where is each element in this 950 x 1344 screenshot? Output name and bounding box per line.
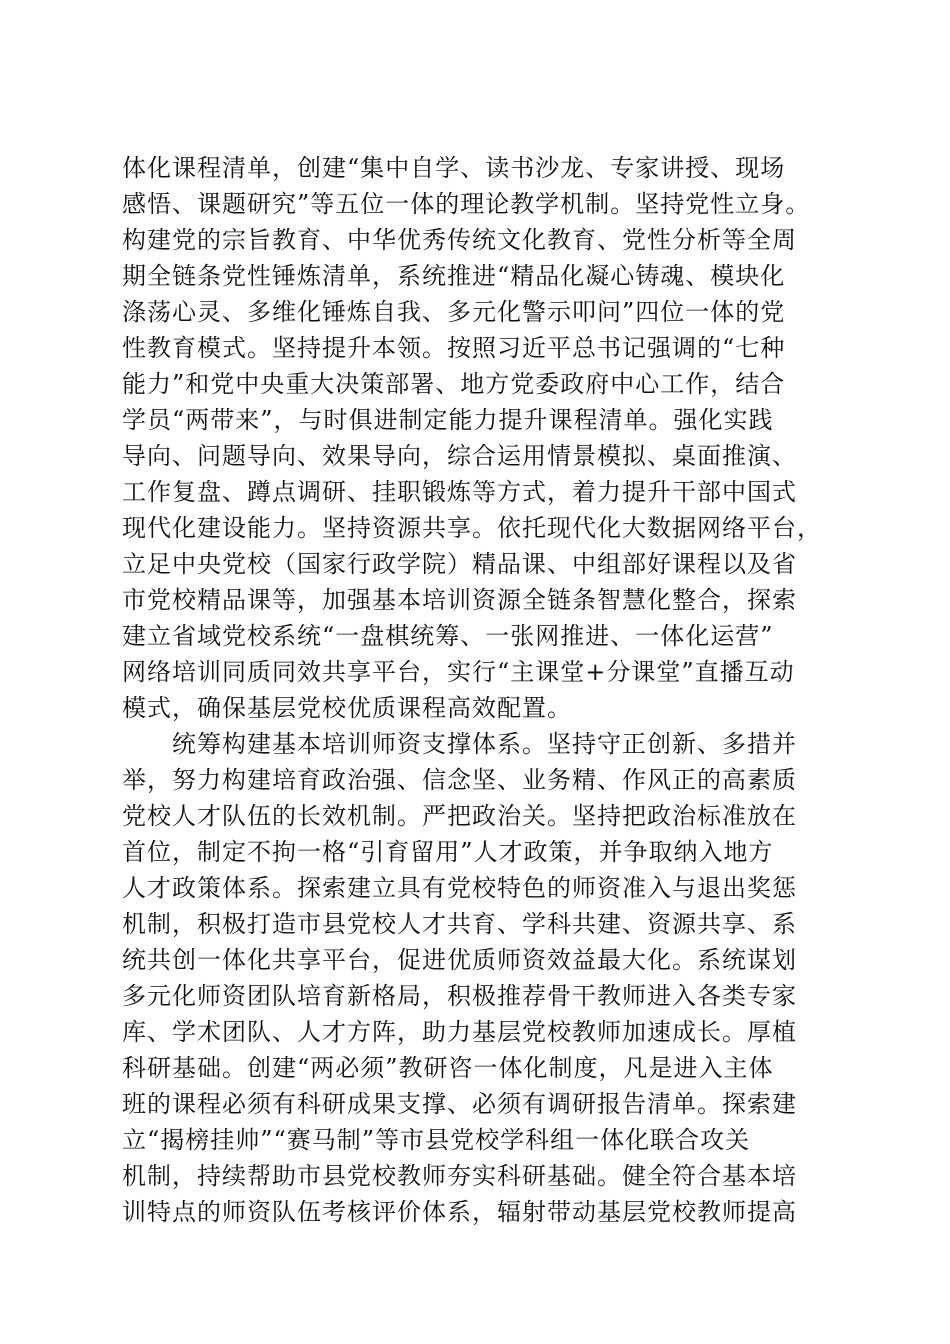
text-line: 统筹构建基本培训师资支撑体系。坚持守正创新、多措并	[172, 730, 797, 758]
text-line: 工作复盘、蹲点调研、挂职锻炼等方式，着力提升干部中国式	[122, 478, 797, 506]
text-line: 网络培训同质同效共享平台，实行“主课堂+分课堂”直播互动	[122, 658, 795, 686]
text-line: 多元化师资团队培育新格局，积极推荐骨干教师进入各类专家	[122, 982, 797, 1010]
text-line: 涤荡心灵、多维化锤炼自我、多元化警示叩问”四位一体的党	[122, 298, 786, 326]
text-line: 首位，制定不拘一格“引育留用”人才政策，并争取纳入地方	[122, 838, 774, 866]
document-body	[122, 150, 822, 1230]
text-line: 现代化建设能力。坚持资源共享。依托现代化大数据网络平台，	[122, 514, 822, 542]
paragraph-2	[122, 726, 822, 1230]
text-line: 模式，确保基层党校优质课程高效配置。	[122, 694, 572, 722]
text-line: 机制，积极打造市县党校人才共育、学科共建、资源共享、系	[122, 910, 797, 938]
text-line: 训特点的师资队伍考核评价体系，辐射带动基层党校教师提高	[122, 1198, 797, 1226]
text-line: 性教育模式。坚持提升本领。按照习近平总书记强调的“七种	[122, 334, 786, 362]
text-line: 党校人才队伍的长效机制。严把政治关。坚持把政治标准放在	[122, 802, 797, 830]
text-line: 导向、问题导向、效果导向，综合运用情景模拟、桌面推演、	[122, 442, 797, 470]
text-line: 立“揭榜挂帅”“赛马制”等市县党校学科组一体化联合攻关	[122, 1126, 751, 1154]
text-line: 立足中央党校（国家行政学院）精品课、中组部好课程以及省	[122, 550, 797, 578]
text-line: 市党校精品课等，加强基本培训资源全链条智慧化整合，探索	[122, 586, 797, 614]
text-line: 科研基础。创建“两必须”教研咨一体化制度，凡是进入主体	[122, 1054, 774, 1082]
text-line: 能力”和党中央重大决策部署、地方党委政府中心工作，结合	[122, 370, 786, 398]
text-line: 库、学术团队、人才方阵，助力基层党校教师加速成长。厚植	[122, 1018, 797, 1046]
text-line: 体化课程清单，创建“集中自学、读书沙龙、专家讲授、现场	[122, 154, 786, 182]
text-line: 感悟、课题研究”等五位一体的理论教学机制。坚持党性立身。	[122, 190, 811, 218]
text-line: 学员“两带来”，与时俱进制定能力提升课程清单。强化实践	[122, 406, 774, 434]
text-line: 统共创一体化共享平台，促进优质师资效益最大化。系统谋划	[122, 946, 797, 974]
text-line: 期全链条党性锤炼清单，系统推进“精品化凝心铸魂、模块化	[122, 262, 786, 290]
text-line: 举，努力构建培育政治强、信念坚、业务精、作风正的高素质	[122, 766, 797, 794]
text-line: 构建党的宗旨教育、中华优秀传统文化教育、党性分析等全周	[122, 226, 797, 254]
paragraph-1	[122, 150, 822, 726]
text-line: 建立省域党校系统“一盘棋统筹、一张网推进、一体化运营”	[122, 622, 774, 650]
text-line: 人才政策体系。探索建立具有党校特色的师资准入与退出奖惩	[122, 874, 797, 902]
text-line: 班的课程必须有科研成果支撑、必须有调研报告清单。探索建	[122, 1090, 797, 1118]
text-line: 机制，持续帮助市县党校教师夯实科研基础。健全符合基本培	[122, 1162, 797, 1190]
